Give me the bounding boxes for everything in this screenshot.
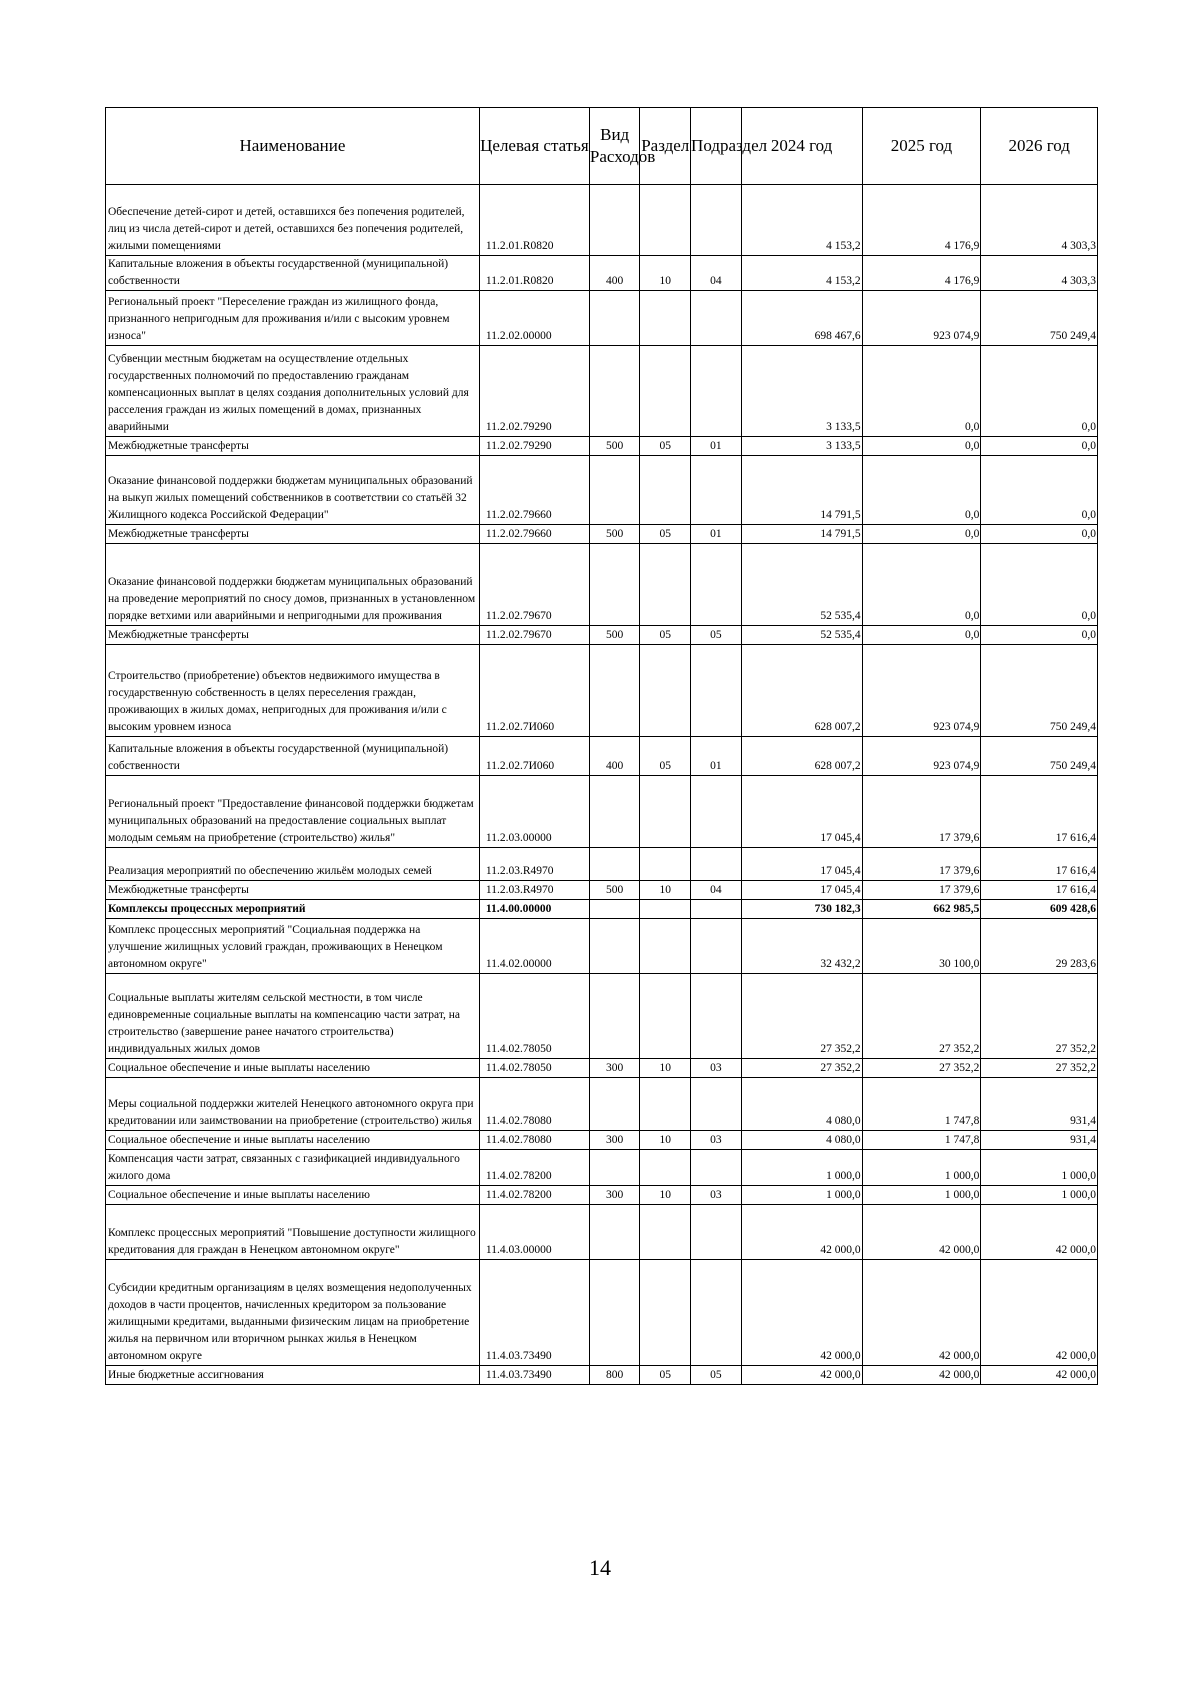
cell-2025: 42 000,0 [862,1260,981,1366]
cell-2024: 17 045,4 [741,776,862,848]
cell-subsection [691,645,742,737]
cell-2025: 1 747,8 [862,1131,981,1150]
page-number: 14 [589,1555,611,1580]
cell-target: 11.2.02.79290 [479,437,589,456]
cell-subsection: 01 [691,737,742,776]
cell-2025: 42 000,0 [862,1366,981,1385]
table-row [106,1260,1098,1366]
cell-2025: 1 000,0 [862,1150,981,1186]
cell-name: Социальное обеспечение и иные выплаты населению [106,1131,480,1150]
cell-2024: 17 045,4 [741,881,862,900]
cell-target: 11.4.02.78050 [479,1059,589,1078]
cell-expense-type: 500 [589,437,640,456]
cell-2024: 17 045,4 [741,848,862,881]
cell-2026: 750 249,4 [981,291,1098,346]
cell-expense-type [589,544,640,626]
cell-name: Межбюджетные трансферты [106,881,480,900]
cell-target: 11.2.01.R0820 [479,256,589,291]
cell-subsection: 01 [691,437,742,456]
cell-2025: 4 176,9 [862,256,981,291]
cell-2024: 14 791,5 [741,525,862,544]
cell-section: 05 [640,437,691,456]
table-row [106,737,1098,776]
cell-expense-type [589,1260,640,1366]
cell-target: 11.4.02.78080 [479,1078,589,1131]
cell-subsection: 01 [691,525,742,544]
cell-name: Обеспечение детей-сирот и детей, оставшихся без попечения родителей, лиц из числа детей-сирот и детей, оставшихся без попечения родителей, жилыми помещениями [106,185,480,256]
cell-2025: 923 074,9 [862,291,981,346]
table-body [106,185,1098,1385]
cell-section [640,346,691,437]
cell-expense-type [589,1150,640,1186]
table-row [106,1205,1098,1260]
cell-2026: 42 000,0 [981,1260,1098,1366]
table-row [106,1186,1098,1205]
cell-2026: 27 352,2 [981,1059,1098,1078]
cell-name: Комплекс процессных мероприятий "Повышение доступности жилищного кредитования для граждан в Ненецком автономном округе" [106,1205,480,1260]
cell-expense-type [589,1078,640,1131]
cell-2026: 0,0 [981,346,1098,437]
cell-expense-type: 400 [589,256,640,291]
cell-2026: 609 428,6 [981,900,1098,919]
cell-2024: 4 080,0 [741,1078,862,1131]
cell-target: 11.2.02.7И060 [479,645,589,737]
cell-2026: 0,0 [981,525,1098,544]
cell-target: 11.2.03.00000 [479,776,589,848]
cell-target: 11.2.03.R4970 [479,848,589,881]
cell-2024: 4 153,2 [741,185,862,256]
cell-2026: 42 000,0 [981,1366,1098,1385]
cell-2024: 32 432,2 [741,919,862,974]
table-row [106,645,1098,737]
cell-name: Строительство (приобретение) объектов недвижимого имущества в государственную собственность в целях переселения граждан, проживающих в жилых домах, непригодных для проживания и/или с высоким уровнем износа [106,645,480,737]
cell-name: Комплексы процессных мероприятий [106,900,480,919]
cell-2026: 17 616,4 [981,881,1098,900]
cell-expense-type: 500 [589,626,640,645]
cell-2025: 42 000,0 [862,1205,981,1260]
cell-expense-type [589,456,640,525]
cell-2024: 698 467,6 [741,291,862,346]
cell-name: Региональный проект "Переселение граждан из жилищного фонда, признанного непригодным для проживания и/или с высоким уровнем износа" [106,291,480,346]
cell-target: 11.2.02.79660 [479,525,589,544]
header-expense-type: Вид Расходов [589,108,640,185]
table-row [106,1059,1098,1078]
cell-expense-type: 400 [589,737,640,776]
cell-expense-type [589,346,640,437]
cell-section [640,974,691,1059]
cell-2025: 0,0 [862,437,981,456]
cell-section: 05 [640,737,691,776]
cell-subsection [691,1150,742,1186]
table-row [106,1078,1098,1131]
table-row [106,1150,1098,1186]
cell-target: 11.4.02.78200 [479,1150,589,1186]
header-name: Наименование [106,108,480,185]
cell-expense-type: 300 [589,1059,640,1078]
cell-section [640,848,691,881]
cell-expense-type [589,776,640,848]
cell-target: 11.2.02.79290 [479,346,589,437]
cell-expense-type: 300 [589,1186,640,1205]
table-row [106,185,1098,256]
table-row [106,881,1098,900]
cell-2025: 27 352,2 [862,1059,981,1078]
cell-2026: 1 000,0 [981,1186,1098,1205]
table-row [106,900,1098,919]
cell-subsection: 03 [691,1059,742,1078]
cell-section: 10 [640,256,691,291]
cell-section [640,1205,691,1260]
cell-2024: 4 153,2 [741,256,862,291]
cell-2026: 4 303,3 [981,185,1098,256]
table-row [106,848,1098,881]
cell-subsection [691,1205,742,1260]
cell-section [640,1078,691,1131]
cell-2024: 42 000,0 [741,1205,862,1260]
cell-2024: 52 535,4 [741,626,862,645]
cell-expense-type [589,645,640,737]
cell-2026: 4 303,3 [981,256,1098,291]
cell-target: 11.4.00.00000 [479,900,589,919]
cell-subsection: 05 [691,626,742,645]
table-row [106,437,1098,456]
table-row [106,525,1098,544]
cell-subsection: 03 [691,1186,742,1205]
cell-2024: 14 791,5 [741,456,862,525]
cell-name: Меры социальной поддержки жителей Ненецкого автономного округа при кредитовании или заимствовании на приобретение (строительство) жилья [106,1078,480,1131]
cell-subsection: 04 [691,881,742,900]
cell-2026: 42 000,0 [981,1205,1098,1260]
header-subsection: Подраздел [691,108,742,185]
cell-subsection: 04 [691,256,742,291]
cell-2024: 1 000,0 [741,1150,862,1186]
cell-section [640,900,691,919]
cell-target: 11.2.01.R0820 [479,185,589,256]
cell-subsection [691,776,742,848]
cell-2025: 27 352,2 [862,974,981,1059]
table-row [106,291,1098,346]
cell-target: 11.2.02.7И060 [479,737,589,776]
cell-section: 05 [640,626,691,645]
cell-2024: 4 080,0 [741,1131,862,1150]
cell-target: 11.4.02.78200 [479,1186,589,1205]
cell-name: Межбюджетные трансферты [106,437,480,456]
cell-section: 05 [640,1366,691,1385]
cell-subsection: 03 [691,1131,742,1150]
cell-expense-type: 800 [589,1366,640,1385]
cell-2025: 17 379,6 [862,848,981,881]
cell-subsection [691,919,742,974]
cell-target: 11.4.03.73490 [479,1260,589,1366]
cell-2025: 1 000,0 [862,1186,981,1205]
cell-target: 11.4.02.78080 [479,1131,589,1150]
cell-2026: 27 352,2 [981,974,1098,1059]
cell-section [640,456,691,525]
cell-2026: 17 616,4 [981,776,1098,848]
cell-name: Капитальные вложения в объекты государственной (муниципальной) собственности [106,737,480,776]
cell-2025: 0,0 [862,525,981,544]
table-row [106,456,1098,525]
cell-subsection [691,456,742,525]
cell-name: Субсидии кредитным организациям в целях возмещения недополученных доходов в части процентов, начисленных кредитором за пользование жилищными кредитами, выданными физическим лицам на приобретение жилья на первичном или вторичном рынках жилья в Ненецком автономном округе [106,1260,480,1366]
cell-name: Реализация мероприятий по обеспечению жильём молодых семей [106,848,480,881]
cell-2026: 0,0 [981,437,1098,456]
cell-2026: 0,0 [981,456,1098,525]
table-row [106,1131,1098,1150]
cell-2024: 27 352,2 [741,1059,862,1078]
cell-2026: 17 616,4 [981,848,1098,881]
cell-2024: 628 007,2 [741,645,862,737]
cell-section [640,544,691,626]
cell-2026: 1 000,0 [981,1150,1098,1186]
cell-section [640,291,691,346]
cell-target: 11.4.03.00000 [479,1205,589,1260]
cell-2026: 750 249,4 [981,645,1098,737]
cell-expense-type [589,1205,640,1260]
cell-section: 10 [640,1131,691,1150]
cell-name: Оказание финансовой поддержки бюджетам муниципальных образований на выкуп жилых помещений собственников в соответствии со статьёй 32 Жилищного кодекса Российской Федерации" [106,456,480,525]
table-row [106,346,1098,437]
cell-name: Региональный проект "Предоставление финансовой поддержки бюджетам муниципальных образований на предоставление социальных выплат молодым семьям на приобретение (строительство) жилья" [106,776,480,848]
cell-section: 05 [640,525,691,544]
cell-name: Социальное обеспечение и иные выплаты населению [106,1059,480,1078]
cell-target: 11.4.02.78050 [479,974,589,1059]
cell-expense-type [589,291,640,346]
cell-expense-type [589,919,640,974]
cell-subsection: 05 [691,1366,742,1385]
cell-target: 11.2.02.79670 [479,544,589,626]
cell-subsection [691,185,742,256]
table-row [106,1366,1098,1385]
cell-expense-type: 300 [589,1131,640,1150]
cell-2025: 0,0 [862,626,981,645]
cell-2025: 0,0 [862,346,981,437]
cell-expense-type: 500 [589,881,640,900]
cell-name: Субвенции местным бюджетам на осуществление отдельных государственных полномочий по предоставлению гражданам компенсационных выплат в целях создания дополнительных условий для расселения граждан из жилых помещений в домах, признанных аварийными [106,346,480,437]
cell-2024: 3 133,5 [741,437,862,456]
cell-name: Капитальные вложения в объекты государственной (муниципальной) собственности [106,256,480,291]
table-row [106,544,1098,626]
cell-expense-type [589,185,640,256]
cell-2026: 29 283,6 [981,919,1098,974]
cell-2025: 0,0 [862,456,981,525]
cell-expense-type: 500 [589,525,640,544]
cell-2025: 17 379,6 [862,776,981,848]
cell-target: 11.4.02.00000 [479,919,589,974]
cell-section: 10 [640,1059,691,1078]
table-row [106,776,1098,848]
cell-2026: 0,0 [981,544,1098,626]
cell-expense-type [589,900,640,919]
cell-section [640,1260,691,1366]
cell-name: Межбюджетные трансферты [106,525,480,544]
cell-2025: 923 074,9 [862,737,981,776]
cell-section [640,185,691,256]
cell-section [640,776,691,848]
cell-name: Межбюджетные трансферты [106,626,480,645]
header-2025: 2025 год [862,108,981,185]
cell-2026: 0,0 [981,626,1098,645]
cell-section [640,919,691,974]
header-row [106,108,1098,185]
cell-2024: 52 535,4 [741,544,862,626]
cell-2025: 17 379,6 [862,881,981,900]
cell-2025: 30 100,0 [862,919,981,974]
header-2026: 2026 год [981,108,1098,185]
cell-2025: 4 176,9 [862,185,981,256]
cell-name: Компенсация части затрат, связанных с газификацией индивидуального жилого дома [106,1150,480,1186]
cell-2024: 42 000,0 [741,1366,862,1385]
cell-subsection [691,974,742,1059]
cell-name: Оказание финансовой поддержки бюджетам муниципальных образований на проведение мероприятий по сносу домов, признанных в установленном порядке ветхими или аварийными и непригодными для проживания [106,544,480,626]
cell-target: 11.4.03.73490 [479,1366,589,1385]
cell-name: Социальное обеспечение и иные выплаты населению [106,1186,480,1205]
table-row [106,256,1098,291]
cell-subsection [691,900,742,919]
cell-name: Социальные выплаты жителям сельской местности, в том числе единовременные социальные выплаты на компенсацию части затрат, на строительство (завершение ранее начатого строительства) индивидуальных жилых домов [106,974,480,1059]
cell-target: 11.2.02.00000 [479,291,589,346]
cell-2024: 3 133,5 [741,346,862,437]
table-row [106,919,1098,974]
cell-2025: 0,0 [862,544,981,626]
cell-target: 11.2.02.79660 [479,456,589,525]
cell-section [640,1150,691,1186]
cell-expense-type [589,974,640,1059]
header-target: Целевая статья [479,108,589,185]
budget-table [105,107,1098,1385]
cell-target: 11.2.03.R4970 [479,881,589,900]
cell-section [640,645,691,737]
cell-subsection [691,1260,742,1366]
cell-target: 11.2.02.79670 [479,626,589,645]
cell-expense-type [589,848,640,881]
cell-subsection [691,544,742,626]
cell-subsection [691,346,742,437]
table-row [106,626,1098,645]
header-2024: 2024 год [741,108,862,185]
cell-2026: 931,4 [981,1131,1098,1150]
cell-2024: 628 007,2 [741,737,862,776]
header-section: Раздел [640,108,691,185]
cell-name: Комплекс процессных мероприятий "Социальная поддержка на улучшение жилищных условий граждан, проживающих в Ненецком автономном округе" [106,919,480,974]
cell-subsection [691,291,742,346]
cell-2026: 750 249,4 [981,737,1098,776]
cell-2025: 923 074,9 [862,645,981,737]
cell-2024: 1 000,0 [741,1186,862,1205]
cell-2026: 931,4 [981,1078,1098,1131]
table-row [106,974,1098,1059]
cell-section: 10 [640,1186,691,1205]
cell-2024: 730 182,3 [741,900,862,919]
cell-subsection [691,848,742,881]
cell-2025: 662 985,5 [862,900,981,919]
cell-2024: 42 000,0 [741,1260,862,1366]
cell-2024: 27 352,2 [741,974,862,1059]
cell-section: 10 [640,881,691,900]
cell-2025: 1 747,8 [862,1078,981,1131]
cell-name: Иные бюджетные ассигнования [106,1366,480,1385]
cell-subsection [691,1078,742,1131]
